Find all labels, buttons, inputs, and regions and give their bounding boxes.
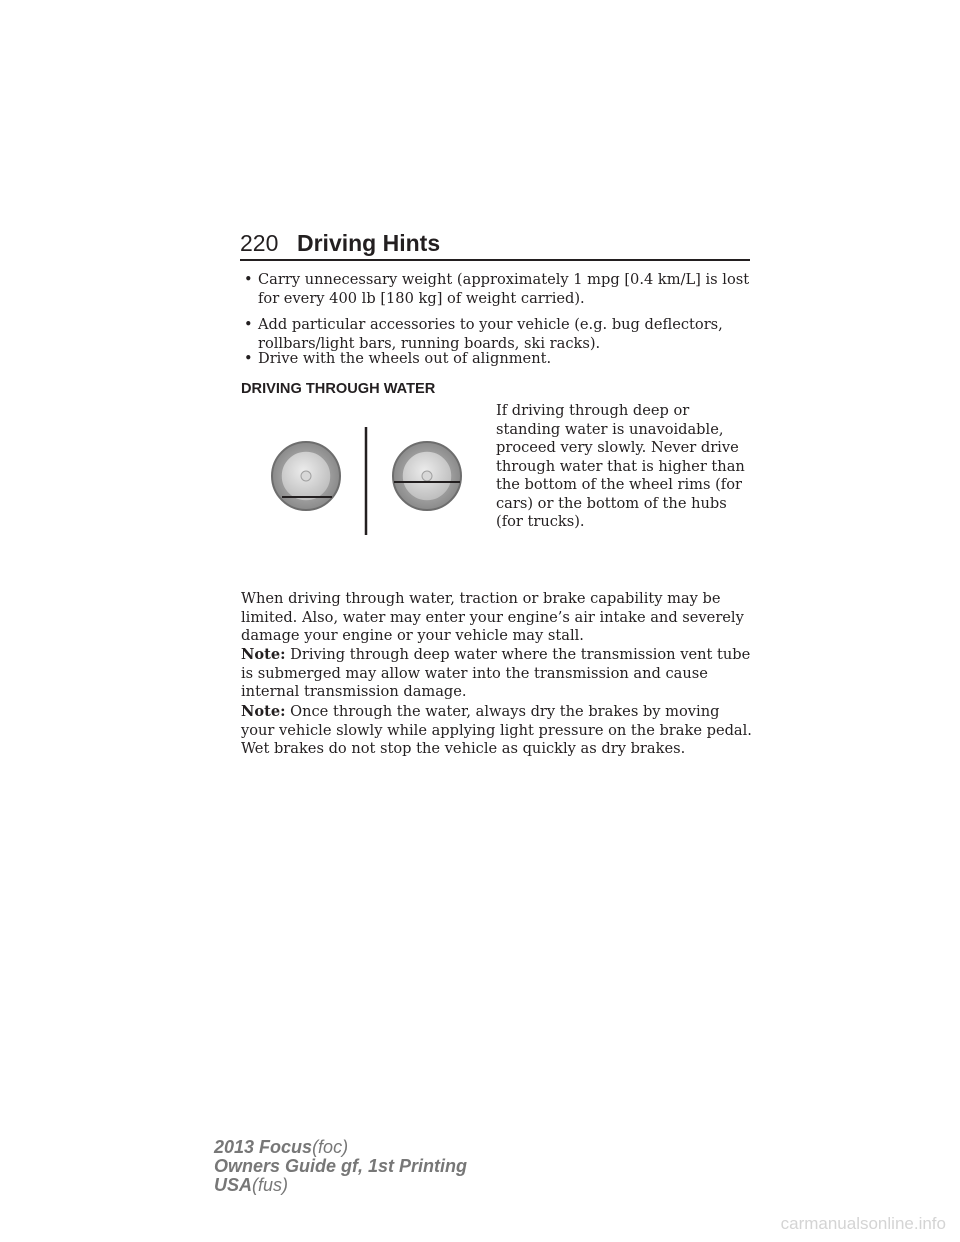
bullet-icon: • (244, 271, 253, 288)
footer-model: 2013 Focus (214, 1137, 313, 1157)
note-brakes (241, 703, 756, 759)
footer-line-3 (214, 1176, 467, 1195)
note-text: Driving through deep water where the transmission vent tube is submerged may allow water into the transmission and cause internal transmission damage. (241, 646, 751, 700)
truck-wheel-icon (393, 442, 461, 510)
bullet-icon: • (244, 350, 253, 367)
bullet-text: Add particular accessories to your vehicle (e.g. bug deflectors, rollbars/light bars, running boards, ski racks). (258, 316, 723, 352)
note-text: Once through the water, always dry the brakes by moving your vehicle slowly while applying light pressure on the brake pedal. Wet brakes do not stop the vehicle as quickly as dry brakes. (241, 703, 752, 757)
page-header (240, 228, 750, 262)
note-transmission (241, 646, 756, 702)
car-wheel-icon (272, 442, 340, 510)
footer-guide: Owners Guide gf, 1st Printing (214, 1156, 468, 1176)
bullet-text: Drive with the wheels out of alignment. (258, 350, 552, 367)
footer-region: USA (214, 1175, 253, 1195)
bullet-icon: • (244, 316, 253, 333)
section-heading: DRIVING THROUGH WATER (241, 381, 436, 397)
footer-line-2 (214, 1157, 467, 1176)
header-divider (240, 259, 750, 261)
water-depth-illustration (260, 425, 470, 537)
page-number: 220 (240, 230, 279, 256)
footer-model-code: (foc) (312, 1137, 349, 1157)
watermark: carmanualsonline.info (780, 1214, 946, 1233)
footer-line-1 (214, 1138, 467, 1157)
note-label: Note: (241, 646, 286, 663)
water-intro-paragraph: If driving through deep or standing water is unavoidable, proceed very slowly. Never drive through water that is higher than the bottom of the wheel rims (for cars) or the bottom of the hubs (for trucks). (496, 402, 745, 530)
footer-region-code: (fus) (252, 1175, 289, 1195)
water-traction-paragraph: When driving through water, traction or brake capability may be limited. Also, water may enter your engine’s air intake and severely damage your engine or your vehicle may stall. (241, 590, 744, 644)
section-title: Driving Hints (297, 230, 441, 256)
document-footer (214, 1138, 467, 1195)
bullet-text: Carry unnecessary weight (approximately 1 mpg [0.4 km/L] is lost for every 400 lb [180 kg] of weight carried). (258, 271, 750, 307)
note-label: Note: (241, 703, 286, 720)
